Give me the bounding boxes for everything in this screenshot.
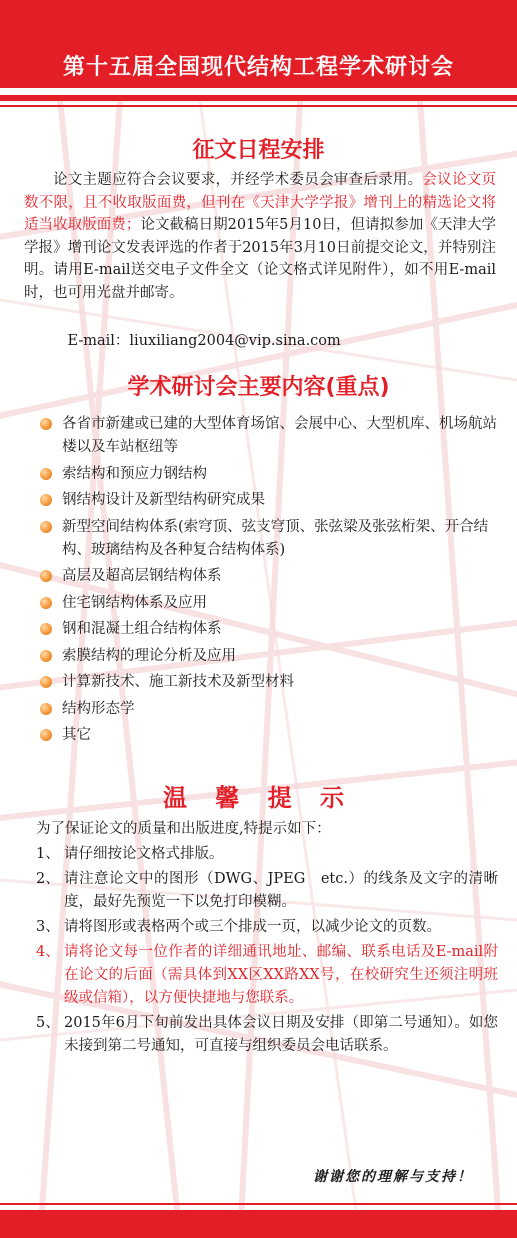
list-item: 钢和混凝土组合结构体系: [40, 618, 500, 641]
cfp-fee-note: 会议论文页数不限，且不收取版面费，但刊在《天津大学学报》增刊上的精选论文将适当收取版面费；: [24, 172, 497, 233]
notice-heading: 温 馨 提 示: [162, 784, 355, 812]
bullet-icon: [40, 597, 52, 609]
topics-heading: 学术研讨会主要内容(重点): [127, 375, 390, 400]
list-item: 钢结构设计及新型结构研究成果: [40, 489, 500, 512]
cfp-deadline: 论文截稿日期2015年5月10日，但请拟参加《天津大学学报》增刊论文发表评选的作者于2015年3月10日前提交论文，并特别注明。请用E-mail送交电子文件全文（论文格式详见附件），如不用E-mail时，也可用光盘并邮寄。: [24, 217, 497, 301]
notice-section: [36, 818, 498, 1060]
contact-email[interactable]: E-mail：liuxiliang2004@vip.sina.com: [67, 333, 341, 349]
list-item: 其它: [40, 724, 500, 747]
tip-item-highlighted: 4、 请将论文每一位作者的详细通讯地址、邮编、联系电话及E-mail附在论文的后面（需具体到XX区XX路XX号，在校研究生还须注明班级或信箱），以方便快捷地与您联系。: [36, 944, 498, 1006]
bullet-icon: [40, 729, 52, 741]
header-thin-stripe: [0, 105, 517, 107]
bullet-icon: [40, 521, 52, 533]
bullet-icon: [40, 703, 52, 715]
conference-title: 第十五届全国现代结构工程学术研讨会: [62, 55, 454, 80]
bullet-icon: [40, 418, 52, 430]
tip-item: 1、 请仔细按论文格式排版。: [36, 846, 224, 862]
list-item: 结构形态学: [40, 698, 500, 721]
notice-intro: 为了保证论文的质量和出版进度,特提示如下：: [36, 821, 331, 837]
list-item: 高层及超高层钢结构体系: [40, 565, 500, 588]
tip-item: 2、 请注意论文中的图形（DWG、JPEG etc.）的线条及文字的清晰度，最好先预览一下以免打印模糊。: [36, 871, 498, 910]
list-item: 新型空间结构体系(索穹顶、弦支穹顶、张弦梁及张弦桁架、开合结构、玻璃结构及各种复合结构体系): [40, 516, 500, 562]
tip-item: 3、 请将图形或表格两个或三个排成一页，以减少论文的页数。: [36, 919, 441, 935]
footer-bar: [0, 1210, 517, 1238]
topics-list: [40, 413, 500, 751]
bullet-icon: [40, 650, 52, 662]
list-item: 住宅钢结构体系及应用: [40, 592, 500, 615]
header-stripe: [0, 95, 517, 101]
list-item: 计算新技术、施工新技术及新型材料: [40, 671, 500, 694]
list-item: 索结构和预应力钢结构: [40, 463, 500, 486]
list-item: 索膜结构的理论分析及应用: [40, 645, 500, 668]
call-for-papers-text: [24, 169, 496, 304]
call-for-papers-heading: 征文日程安排: [192, 138, 325, 163]
bullet-icon: [40, 623, 52, 635]
footer-thin-stripe: [0, 1203, 517, 1205]
bullet-icon: [40, 468, 52, 480]
thanks-note: 谢谢您的理解与支持！: [313, 1169, 473, 1185]
cfp-intro: 论文主题应符合会议要求，并经学术委员会审查后录用。: [53, 172, 423, 188]
bullet-icon: [40, 494, 52, 506]
header-banner: [0, 0, 517, 88]
tip-item: 5、 2015年6月下旬前发出具体会议日期及安排（即第二号通知）。如您未接到第二号通知，可直接与组织委员会电话联系。: [36, 1015, 498, 1054]
bullet-icon: [40, 676, 52, 688]
bullet-icon: [40, 570, 52, 582]
list-item: 各省市新建或已建的大型体育场馆、会展中心、大型机库、机场航站楼以及车站枢纽等: [40, 413, 500, 459]
